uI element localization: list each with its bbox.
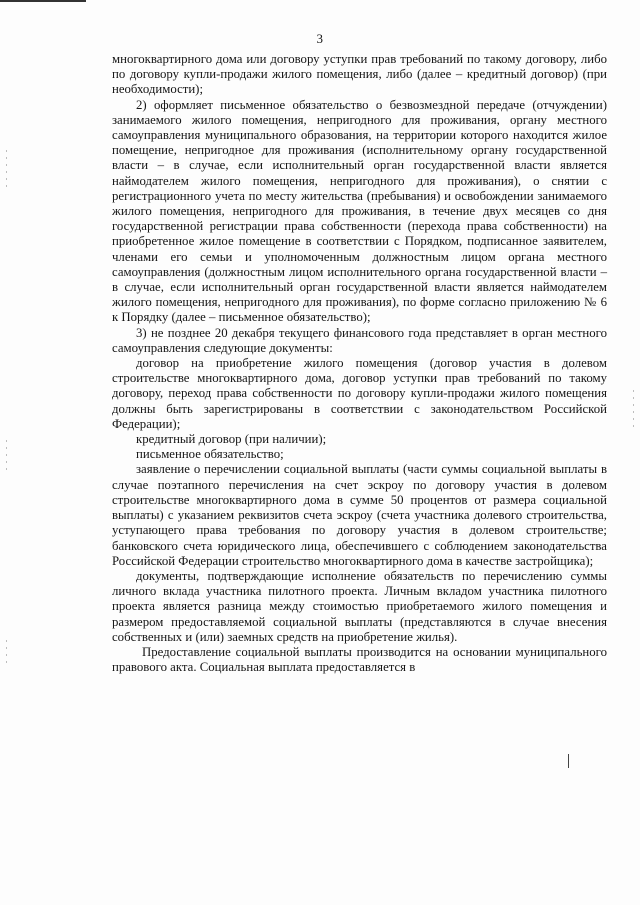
paragraph: 3) не позднее 20 декабря текущего финансового года представляет в орган местного самоуправления следующие документы: xyxy=(112,325,607,355)
scan-artifact xyxy=(6,640,7,664)
paragraph: кредитный договор (при наличии); xyxy=(136,432,327,447)
scan-artifact xyxy=(6,150,7,190)
scan-artifact xyxy=(633,390,634,430)
paragraph: заявление о перечислении социальной выплаты (части суммы социальной выплаты в случае поэтапного перечисления на счет эскроу по договору участия в долевом строительстве многоквартирного дома в сумме 50 процентов от размера социальной выплаты) с указанием реквизитов счета эскроу (счета участника долевого строительства, уступающего права требования по договору участия в долевом строительстве; банковского счета юридического лица, обеспечившего с соблюдением законодательства Российской Федерации строительство многоквартирного дома в качестве застройщика); xyxy=(112,462,607,568)
paragraph: документы, подтверждающие исполнение обязательств по перечислению суммы личного вклада участника пилотного проекта. Личным вкладом участника пилотного проекта является разница между стоимостью приобретаемого жилого помещения и размером предоставляемой социальной выплаты (представляются в случае внесения собственных и (или) заемных средств на приобретение жилья). xyxy=(112,568,607,644)
paragraph: 2) оформляет письменное обязательство о безвозмездной передаче (отчуждении) занимаемого жилого помещения, непригодного для проживания, органу местного самоуправления муниципального образования, на территории которого находится жилое помещение, непригодное для проживания (исполнительному органу государственной власти – в случае, если исполнительный орган государственной власти является наймодателем жилого помещения, непригодного для проживания), о снятии с регистрационного учета по месту жительства (пребывания) и освобождении занимаемого жилого помещения, непригодного для проживания, в течение двух месяцев со дня государственной регистрации права собственности (перехода права собственности) на приобретенное жилое помещение в соответствии с Порядком, подписанное заявителем, членами его семьи и уполномоченным должностным лицом органа местного самоуправления (должностным лицом исполнительного органа государственной власти – в случае, если исполнительный орган государственной власти является наймодателем жилого помещения, непригодного для проживания), по форме согласно приложению № 6 к Порядку (далее – письменное обязательство); xyxy=(112,97,607,325)
document-body xyxy=(112,52,607,675)
paragraph: многоквартирного дома или договору уступки прав требований по такому договору, либо по договору купли-продажи жилого помещения, либо (далее – кредитный договор) (при необходимости); xyxy=(112,52,607,97)
scan-edge-line xyxy=(0,0,86,2)
paragraph: письменное обязательство; xyxy=(136,447,284,462)
scan-artifact xyxy=(6,440,7,470)
paragraph: Предоставление социальной выплаты производится на основании муниципального правового акта. Социальная выплата предоставляется в xyxy=(112,644,607,675)
margin-mark xyxy=(568,754,569,768)
paragraph: договор на приобретение жилого помещения (договор участия в долевом строительстве многоквартирного дома, договор уступки прав требований по такому договору, переход права собственности по договору купли-продажи жилого помещения должны быть зарегистрированы в соответствии с законодательством Российской Федерации); xyxy=(112,356,607,431)
page-number: 3 xyxy=(316,31,324,46)
